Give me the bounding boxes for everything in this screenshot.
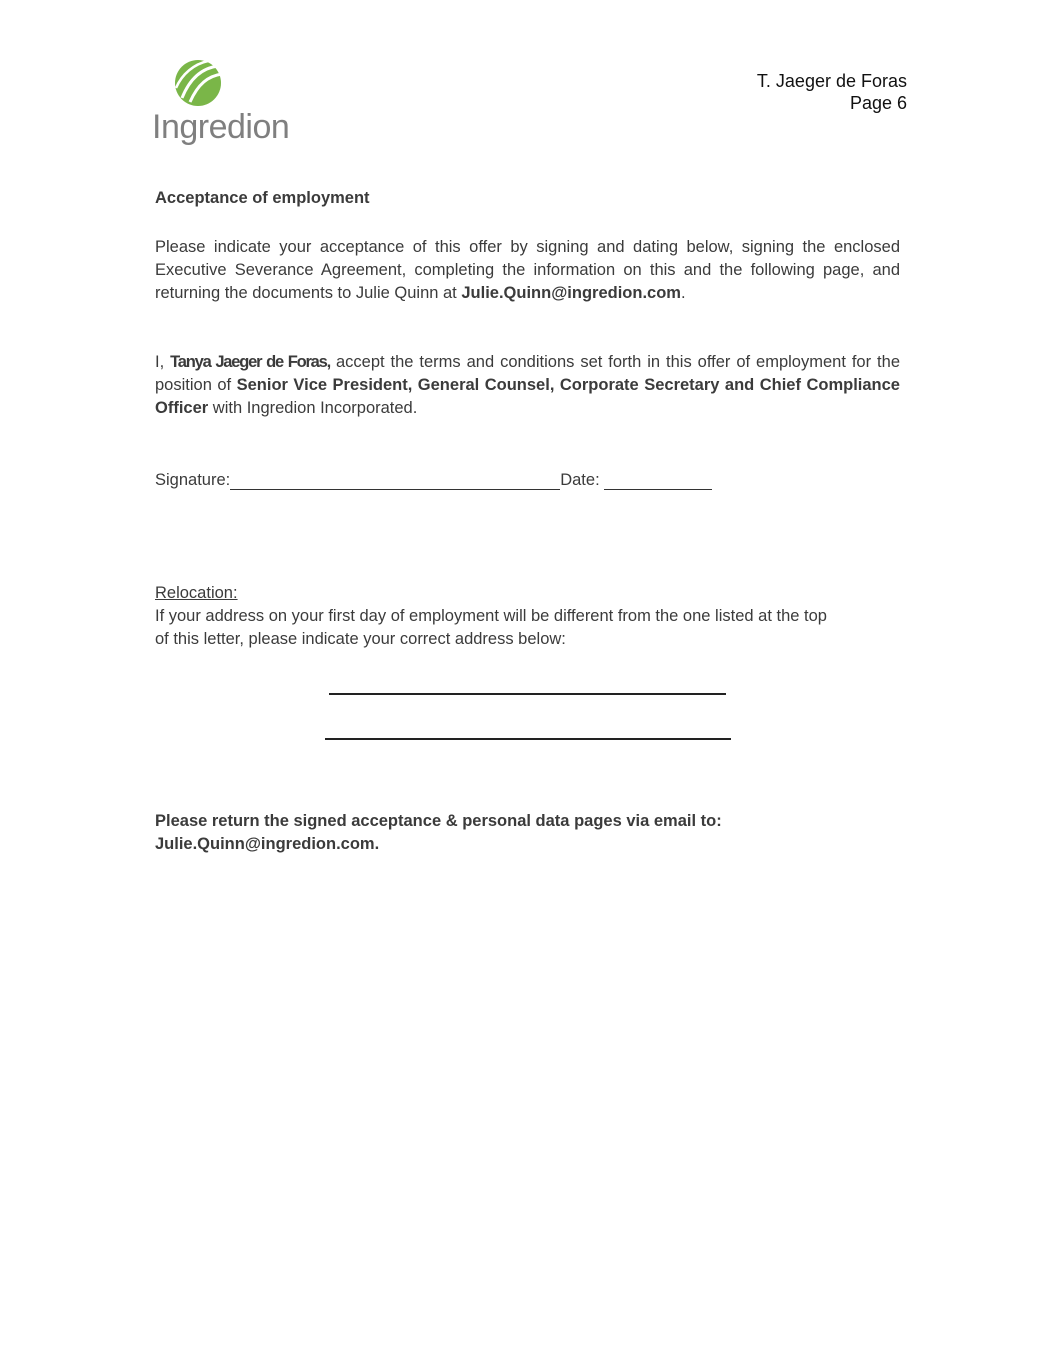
- page-number: Page 6: [849, 93, 907, 113]
- relocation-title: Relocation:: [155, 584, 238, 602]
- statement-suffix: with Ingredion Incorporated.: [208, 399, 418, 417]
- acceptance-statement: [155, 351, 900, 420]
- address-line-1[interactable]: [329, 693, 726, 695]
- relocation-title-wrap: [155, 582, 900, 605]
- logo-wordmark: Ingredion: [152, 108, 290, 146]
- statement-middle: accept the terms and conditions set forth in this offer of employment for the position of: [155, 353, 900, 394]
- signature-line[interactable]: [230, 471, 560, 490]
- acceptance-paragraph: [155, 236, 900, 305]
- date-label: Date:: [560, 471, 605, 489]
- return-instructions-line1: Please return the signed acceptance & personal data pages via email to:: [155, 812, 722, 830]
- return-instructions: [155, 810, 900, 856]
- relocation-text: If your address on your first day of employment will be different from the one listed at the top of this letter, please indicate your correct address below:: [155, 607, 827, 648]
- signature-label: Signature:: [155, 471, 231, 489]
- acceptance-email: Julie.Quinn@ingredion.com: [461, 284, 681, 302]
- leaf-icon: [172, 58, 224, 108]
- position-title: Senior Vice President, General Counsel, Corporate Secretary and Chief Compliance Officer: [155, 376, 900, 417]
- page-header: [757, 70, 907, 114]
- signature-row: [155, 466, 712, 490]
- employee-name: Tanya Jaeger de Foras,: [170, 353, 331, 371]
- acceptance-end: .: [680, 284, 686, 302]
- return-email: Julie.Quinn@ingredion.com.: [155, 835, 380, 853]
- address-line-2[interactable]: [325, 738, 731, 740]
- date-line[interactable]: [604, 471, 712, 490]
- section-title-acceptance: Acceptance of employment: [155, 189, 370, 207]
- company-logo: [152, 58, 292, 150]
- recipient-name: T. Jaeger de Foras: [756, 71, 907, 91]
- acceptance-text: Please indicate your acceptance of this offer by signing and dating below, signing the enclosed Executive Severance Agreement, completing the information on this and the following page, and returning the documents to Julie Quinn at: [155, 238, 900, 302]
- statement-prefix: I,: [155, 353, 171, 371]
